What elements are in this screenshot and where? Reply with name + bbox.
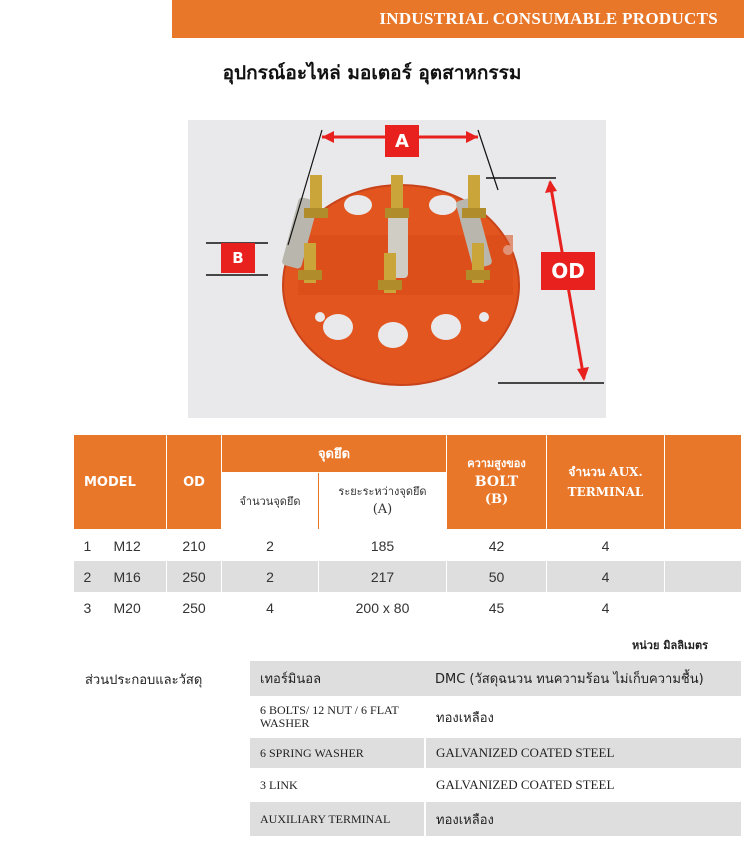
banner-title: INDUSTRIAL CONSUMABLE PRODUCTS bbox=[379, 9, 718, 28]
material-value: GALVANIZED COATED STEEL bbox=[425, 737, 741, 769]
material-part: 3 LINK bbox=[250, 769, 425, 801]
board-hole bbox=[378, 322, 408, 348]
cell-distance: 217 bbox=[319, 561, 447, 592]
board-hole bbox=[344, 195, 372, 215]
cell-model-name: M16 bbox=[113, 568, 141, 585]
cell-distance: 185 bbox=[370, 537, 395, 554]
cell-blank bbox=[665, 561, 742, 592]
cell-od: 250 bbox=[167, 561, 222, 592]
unit-note: หน่วย มิลลิเมตร bbox=[632, 639, 709, 652]
cell-model bbox=[74, 561, 167, 592]
cell-blank bbox=[665, 592, 742, 623]
cell-bolt: 45 bbox=[488, 599, 505, 616]
col-aux-line1: จำนวน AUX. bbox=[568, 465, 643, 479]
cell-count: 4 bbox=[266, 599, 274, 616]
bolt bbox=[304, 175, 328, 218]
col-terminal-distance-label: ระยะระหว่างจุดยึด bbox=[338, 485, 427, 498]
materials-title: ส่วนประกอบและวัสดุ bbox=[85, 673, 203, 688]
material-part: 6 SPRING WASHER bbox=[250, 737, 425, 769]
cell-od: 210 bbox=[182, 537, 206, 554]
cell-aux: 4 bbox=[547, 561, 665, 592]
cell-bolt: 42 bbox=[488, 537, 505, 554]
cell-aux: 4 bbox=[601, 599, 610, 616]
dimension-b-label: B bbox=[221, 243, 255, 273]
col-terminal-group: จุดยึด bbox=[222, 435, 447, 473]
material-row bbox=[250, 769, 741, 801]
material-value: ทองเหลือง bbox=[425, 697, 741, 737]
spec-table bbox=[73, 434, 742, 623]
header-banner bbox=[172, 0, 744, 38]
material-row bbox=[250, 737, 741, 769]
col-model: MODEL bbox=[74, 435, 167, 530]
material-row bbox=[250, 661, 741, 697]
table-row bbox=[74, 592, 742, 623]
col-bolt-line1: ความสูงของ bbox=[467, 457, 526, 470]
materials-table bbox=[250, 661, 741, 838]
material-value: GALVANIZED COATED STEEL bbox=[425, 769, 741, 801]
col-aux bbox=[547, 435, 665, 530]
board-hole bbox=[429, 195, 457, 215]
cell-model bbox=[74, 530, 167, 562]
material-part: AUXILIARY TERMINAL bbox=[250, 801, 425, 837]
table-row bbox=[74, 561, 742, 592]
cell-count: 2 bbox=[266, 537, 274, 554]
page-subtitle: อุปกรณ์อะไหล่ มอเตอร์ อุตสาหกรรม bbox=[222, 62, 522, 84]
col-bolt-line3: (B) bbox=[484, 492, 509, 507]
col-bolt-height bbox=[447, 435, 547, 530]
board-hole bbox=[323, 314, 353, 340]
cell-od: 250 bbox=[182, 599, 206, 616]
col-bolt-line2: BOLT bbox=[474, 474, 519, 490]
cell-aux: 4 bbox=[601, 537, 610, 554]
bolt bbox=[462, 175, 486, 218]
cell-model bbox=[74, 592, 167, 623]
table-row bbox=[74, 530, 742, 562]
col-terminal-distance-unit: (A) bbox=[372, 502, 393, 517]
col-terminal-count: จำนวนจุดยึด bbox=[222, 473, 319, 530]
cell-bolt: 50 bbox=[447, 561, 547, 592]
terminal-board-photo bbox=[188, 120, 606, 418]
cell-blank bbox=[665, 530, 742, 562]
material-part: เทอร์มินอล bbox=[250, 661, 425, 697]
col-blank bbox=[665, 435, 742, 530]
cell-no: 1 bbox=[83, 537, 92, 554]
material-value: DMC (วัสดุฉนวน ทนความร้อน ไม่เก็บความชื้น) bbox=[425, 661, 741, 697]
cell-no: 2 bbox=[83, 568, 92, 585]
dimension-a-label: A bbox=[385, 125, 419, 157]
dimension-od-label: OD bbox=[541, 252, 595, 290]
cell-no: 3 bbox=[83, 599, 92, 616]
col-terminal-distance bbox=[319, 473, 447, 530]
col-aux-line2: TERMINAL bbox=[567, 485, 644, 499]
material-part: 6 BOLTS/ 12 NUT / 6 FLAT WASHER bbox=[250, 697, 425, 737]
cell-count: 2 bbox=[222, 561, 319, 592]
material-value: ทองเหลือง bbox=[425, 801, 741, 837]
material-row bbox=[250, 697, 741, 737]
cell-distance: 200 x 80 bbox=[355, 599, 410, 616]
col-od: OD bbox=[167, 435, 222, 530]
board-hole bbox=[431, 314, 461, 340]
cell-model-name: M20 bbox=[113, 599, 141, 616]
cell-model-name: M12 bbox=[113, 537, 141, 554]
material-row bbox=[250, 801, 741, 837]
